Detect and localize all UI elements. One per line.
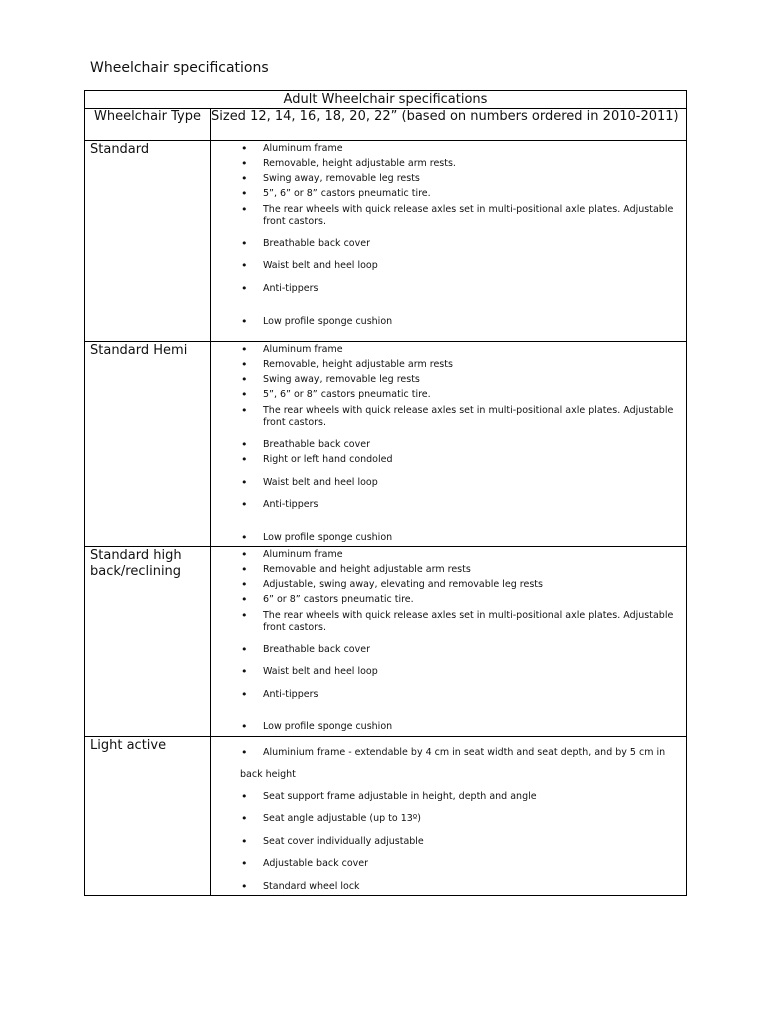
list-item: • Breathable back cover — [211, 238, 686, 250]
spec-list — [211, 141, 686, 328]
list-item: • Anti-tippers — [211, 499, 686, 511]
spec-cell — [211, 342, 687, 547]
list-item: • Aluminium frame - extendable by 4 cm in seat width and seat depth, and by 5 cm in — [211, 747, 686, 759]
list-item: • Anti-tippers — [211, 283, 686, 295]
list-item: • Low profile sponge cushion — [211, 532, 686, 544]
list-item: • Swing away, removable leg rests — [211, 173, 686, 185]
list-item: • 6” or 8” castors pneumatic tire. — [211, 594, 686, 606]
list-item: • 5”, 6” or 8” castors pneumatic tire. — [211, 188, 686, 200]
spec-first-item — [211, 737, 686, 781]
list-item: • Seat cover individually adjustable — [211, 836, 686, 848]
list-item: • Seat support frame adjustable in height, depth and angle — [211, 791, 686, 803]
list-item: • The rear wheels with quick release axles set in multi-positional axle plates. Adjustable front castors. — [211, 405, 686, 429]
table-row — [85, 141, 687, 342]
list-item: • Low profile sponge cushion — [211, 721, 686, 733]
list-item: • Aluminum frame — [211, 143, 686, 155]
type-label: Standard Hemi — [90, 343, 188, 358]
spec-table — [84, 90, 687, 896]
list-item: • Right or left hand condoled — [211, 454, 686, 466]
spec-cell — [211, 737, 687, 896]
list-item: • Removable, height adjustable arm rests. — [211, 158, 686, 170]
list-item: • Anti-tippers — [211, 689, 686, 701]
list-item: • Seat angle adjustable (up to 13º) — [211, 813, 686, 825]
list-item: • 5”, 6” or 8” castors pneumatic tire. — [211, 389, 686, 401]
list-item: • Breathable back cover — [211, 644, 686, 656]
type-label: Standard — [90, 142, 150, 157]
type-cell — [85, 141, 211, 342]
table-row — [85, 547, 687, 737]
list-item: • Waist belt and heel loop — [211, 477, 686, 489]
table-row — [85, 342, 687, 547]
list-item: • Low profile sponge cushion — [211, 316, 686, 328]
header-sizes-cell: Sized 12, 14, 16, 18, 20, 22” (based on numbers ordered in 2010-2011) — [211, 109, 687, 141]
table-header-row — [85, 109, 687, 141]
list-item: • Removable, height adjustable arm rests — [211, 359, 686, 371]
spec-list — [211, 342, 686, 544]
list-item: • Waist belt and heel loop — [211, 666, 686, 678]
spec-list — [211, 547, 686, 733]
type-cell — [85, 737, 211, 896]
header-type-cell: Wheelchair Type — [85, 109, 211, 141]
spec-cell — [211, 141, 687, 342]
list-item: • The rear wheels with quick release axles set in multi-positional axle plates. Adjustable front castors. — [211, 610, 686, 634]
type-cell — [85, 547, 211, 737]
list-item: • Standard wheel lock — [211, 881, 686, 893]
list-item: • Adjustable, swing away, elevating and removable leg rests — [211, 579, 686, 591]
list-item-continuation: back height — [240, 769, 296, 780]
list-item: • Waist belt and heel loop — [211, 260, 686, 272]
list-item: • Aluminum frame — [211, 344, 686, 356]
document-title: Wheelchair specifications — [90, 60, 269, 76]
table-caption: Adult Wheelchair specifications — [85, 91, 687, 109]
type-label: Standard high back/reclining — [90, 548, 182, 579]
spec-list — [211, 781, 686, 893]
list-item: • Swing away, removable leg rests — [211, 374, 686, 386]
type-cell — [85, 342, 211, 547]
type-label: Light active — [90, 738, 167, 753]
list-item: • The rear wheels with quick release axles set in multi-positional axle plates. Adjustable front castors. — [211, 204, 686, 228]
list-item: • Adjustable back cover — [211, 858, 686, 870]
spec-cell — [211, 547, 687, 737]
list-item: • Aluminum frame — [211, 549, 686, 561]
list-item: • Breathable back cover — [211, 439, 686, 451]
table-caption-row — [85, 91, 687, 109]
table-row — [85, 737, 687, 896]
list-item: • Removable and height adjustable arm rests — [211, 564, 686, 576]
